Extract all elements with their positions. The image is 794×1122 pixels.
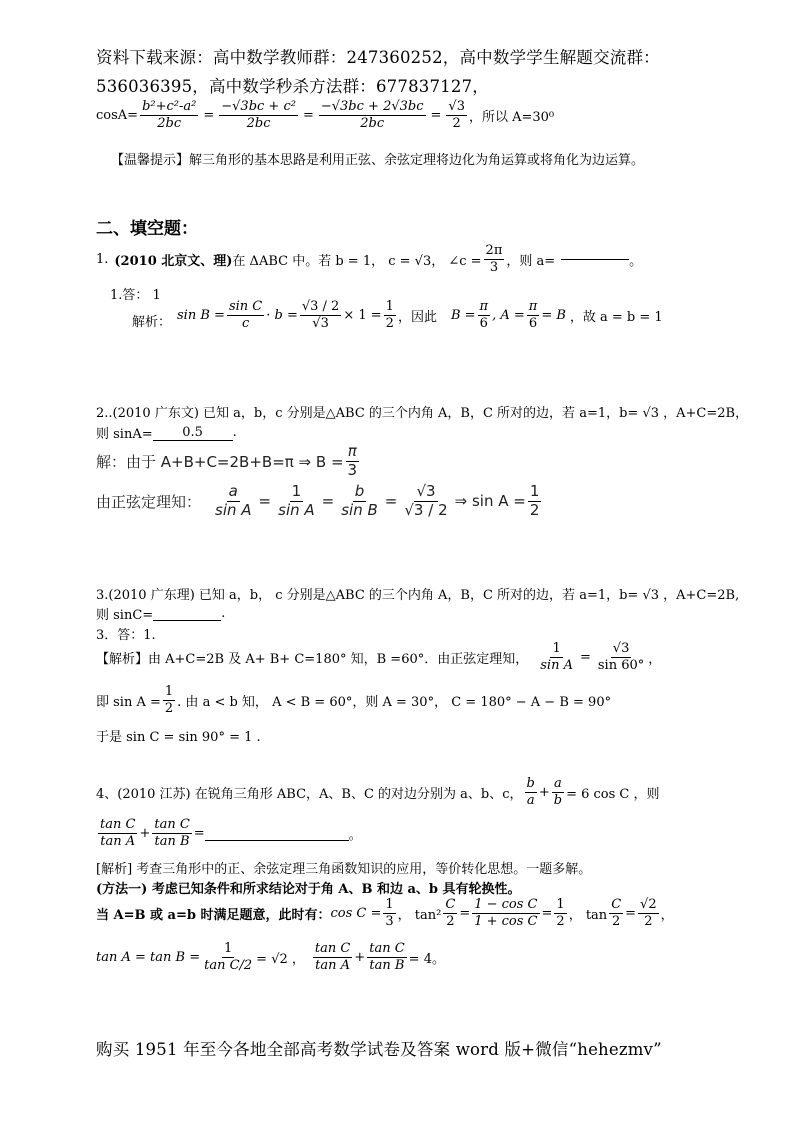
- q1-angle-frac: $\frac{2\pi}{3}$: [485, 243, 503, 275]
- q1-text: 在 ΔABC 中。若 b = 1， c = √3， ∠c =: [232, 253, 482, 269]
- q2-solution-2: 由正弦定理知： $\frac{a}{\text{sin A}}$ = $\frac{1}{\text{sin A}}$ = $\frac{b}{\text{sin B}}$ = $\frac{√3}{√3 / 2}$ ⇒ sin A = $\frac{1}{2}$: [96, 482, 540, 519]
- q4-frac-1-3: $\frac{1}{3}$: [385, 897, 394, 929]
- cosa-frac-2: $\frac{\text{−√3bc + c²}}{2bc}$: [221, 99, 296, 131]
- q3-answer-blank[interactable]: [153, 606, 221, 621]
- cosa-lead: cosA=: [96, 107, 139, 123]
- q2-frac-3: $\frac{b}{\text{sin B}}$: [341, 482, 378, 519]
- q4-frac-c-2b: $\frac{C}{2}$: [611, 897, 622, 929]
- q4-frac-tanC-tanA: $\frac{\text{tan C}}{\text{tan A}}$: [100, 817, 136, 849]
- cosa-frac-4: $\frac{√3}{2}$: [448, 99, 465, 131]
- q4-frac-tanc2: $\frac{1}{\text{tan C/2}}$: [204, 941, 253, 973]
- q3-frac-1: $\frac{1}{\text{sin A}}$: [540, 641, 573, 673]
- q1-tail: ，则 a=: [506, 253, 556, 269]
- q4-method-1: (方法一) 考虑已知条件和所求结论对于角 A、B 和边 a、b 具有轮换性。: [96, 882, 521, 897]
- q1-answer-blank[interactable]: [561, 259, 629, 260]
- q4-frac-ab: $\frac{a}{b}$: [553, 776, 563, 808]
- q4-frac-c-2a: $\frac{C}{2}$: [445, 897, 456, 929]
- q3-line-2: 则 sinC= .: [96, 606, 226, 623]
- q4-frac-tanC-tanB-2: $\frac{\text{tan C}}{\text{tan B}}$: [369, 941, 405, 973]
- q2-solution-1: 解：由于 A+B+C=2B+B=π ⇒ B = $\frac{\pi}{3}$: [96, 442, 358, 479]
- q1-frac-half: $\frac{1}{2}$: [385, 299, 394, 331]
- cosa-tail: ，所以 A=30⁰: [468, 109, 555, 125]
- q4-line-3: 当 A=B 或 a=b 时满足题意，此时有： cos C = $\frac{1}{3}$ ， tan² $\frac{C}{2}$ = $\frac{\text{1 − cos C}}{\text{1 + cos C}}$ = $\frac{1}{2}$ ， tan $\frac{C}{2}$ = $\frac{√2}{2}$ ，: [96, 897, 674, 929]
- cosa-frac-3: $\frac{-√3bc + 2√3bc}{2bc}$: [320, 99, 424, 131]
- header-line-2: 536036395，高中数学秒杀方法群：677837127，: [96, 77, 489, 96]
- q4-frac-cos: $\frac{\text{1 − cos C}}{\text{1 + cos C}}$: [474, 897, 538, 929]
- q1-line: 1. (2010 北京文、理) 在 ΔABC 中。若 b = 1， c = √3， ∠c = $\frac{2\pi}{3}$ ，则 a= 。: [96, 243, 643, 275]
- q2-answer-blank[interactable]: 0.5: [153, 425, 233, 441]
- header-line-1: 资料下载来源：高中数学教师群：247360252，高中数学学生解题交流群：: [96, 48, 660, 67]
- q2-frac-2: $\frac{1}{\text{sin A}}$: [278, 482, 315, 519]
- q4-line-4: tan A = tan B = $\frac{1}{\text{tan C/2}}$ = √2 ， $\frac{\text{tan C}}{\text{tan A}}$ + $\frac{\text{tan C}}{\text{tan B}}$ = 4。: [96, 941, 445, 973]
- q1-answer: 1.答： 1: [110, 288, 161, 303]
- footer-text: 购买 1951 年至今各地全部高考数学试卷及答案 word 版+微信“hehezmv”: [96, 1040, 662, 1059]
- q4-analysis: [解析] 考查三角形中的正、余弦定理三角函数知识的应用，等价转化思想。一题多解。: [96, 862, 592, 877]
- q2-line-2: 则 sinA= 0.5 .: [96, 424, 237, 442]
- q4-frac-tanC-tanB: $\frac{\text{tan C}}{\text{tan B}}$: [154, 817, 190, 849]
- q2-frac-pi3: $\frac{\pi}{3}$: [347, 442, 358, 479]
- q1-solution-label: 解析：: [132, 315, 172, 331]
- cosa-frac-1: $\frac{\text{b²+c²-a²}}{2bc}$: [142, 99, 197, 131]
- q4-frac-root2: $\frac{√2}{2}$: [640, 897, 657, 929]
- q2-frac-4: $\frac{√3}{√3 / 2}$: [404, 482, 448, 519]
- q1-number: 1.: [96, 251, 109, 267]
- cosa-formula: cosA= $\frac{\text{b²+c²-a²}}{2bc}$ = $\frac{\text{−√3bc + c²}}{2bc}$ = $\frac{-√3bc + 2√3bc}{2bc}$ = $\frac{√3}{2}$ ，所以 A=30⁰: [96, 99, 555, 131]
- q4-line-1: 4、(2010 江苏) 在锐角三角形 ABC，A、B、C 的对边分别为 a、b、c， $\frac{b}{a}$ + $\frac{a}{b}$ = 6 cos C ，则: [96, 776, 660, 808]
- q1-frac-sinc: $\frac{\text{sin C}}{c}$: [228, 299, 263, 331]
- q4-line-2: $\frac{\text{tan C}}{\text{tan A}}$ + $\frac{\text{tan C}}{\text{tan B}}$ = 。: [100, 817, 362, 849]
- q1-frac-pi6-b: $\frac{\pi}{6}$: [479, 299, 489, 331]
- q2-frac-1: $\frac{a}{\text{sin A}}$: [215, 482, 252, 519]
- q1-frac-root: $\frac{√3 / 2}{√3}$: [301, 299, 340, 331]
- q2-frac-5: $\frac{1}{2}$: [529, 482, 540, 519]
- q3-answer: 3．答：1.: [96, 628, 156, 643]
- q4-frac-ba: $\frac{b}{a}$: [526, 776, 535, 808]
- q3-solution-1: 【解析】由 A+C=2B 及 A+ B+ C=180° 知，B =60°．由正弦定理知， $\frac{1}{\text{sin A}}$ = $\frac{√3}{\sin 60^\circ}$ ，: [96, 641, 662, 673]
- q3-line-1: 3.(2010 广东理) 已知 a，b， c 分别是△ABC 的三个内角 A，B，C 所对的边，若 a=1，b= √3 ，A+C=2B,: [96, 588, 740, 603]
- q1-solution: 解析： sin B = $\frac{\text{sin C}}{c}$ · b = $\frac{√3 / 2}{√3}$ × 1 = $\frac{1}{2}$ ，因此 B = $\frac{\pi}{6}$ , A = $\frac{\pi}{6}$ = B ，故 a = b = 1: [132, 299, 663, 331]
- section-title: 二、填空题：: [96, 219, 198, 239]
- q1-source: (2010 北京文、理): [114, 253, 233, 269]
- q4-frac-tanC-tanA-2: $\frac{\text{tan C}}{\text{tan A}}$: [314, 941, 351, 973]
- q4-answer-blank[interactable]: [205, 826, 349, 841]
- q3-frac-2: $\frac{√3}{\sin 60^\circ}$: [597, 641, 645, 673]
- tip-text: 【温馨提示】解三角形的基本思路是利用正弦、余弦定理将边化为角运算或将角化为边运算。: [111, 153, 645, 168]
- q3-solution-2: 即 sin A = $\frac{1}{2}$ . 由 a < b 知， A < B = 60°，则 A = 30°， C = 180° − A − B = 90°: [96, 684, 612, 716]
- q4-frac-1-2: $\frac{1}{2}$: [556, 897, 565, 929]
- q3-frac-half: $\frac{1}{2}$: [164, 684, 174, 716]
- q2-line-1: 2..(2010 广东文) 已知 a，b，c 分别是△ABC 的三个内角 A，B，C 所对的边，若 a=1，b= √3 ，A+C=2B，: [96, 406, 749, 421]
- q3-solution-3: 于是 sin C = sin 90° = 1 .: [96, 730, 261, 745]
- q1-frac-pi6-a: $\frac{\pi}{6}$: [528, 299, 538, 331]
